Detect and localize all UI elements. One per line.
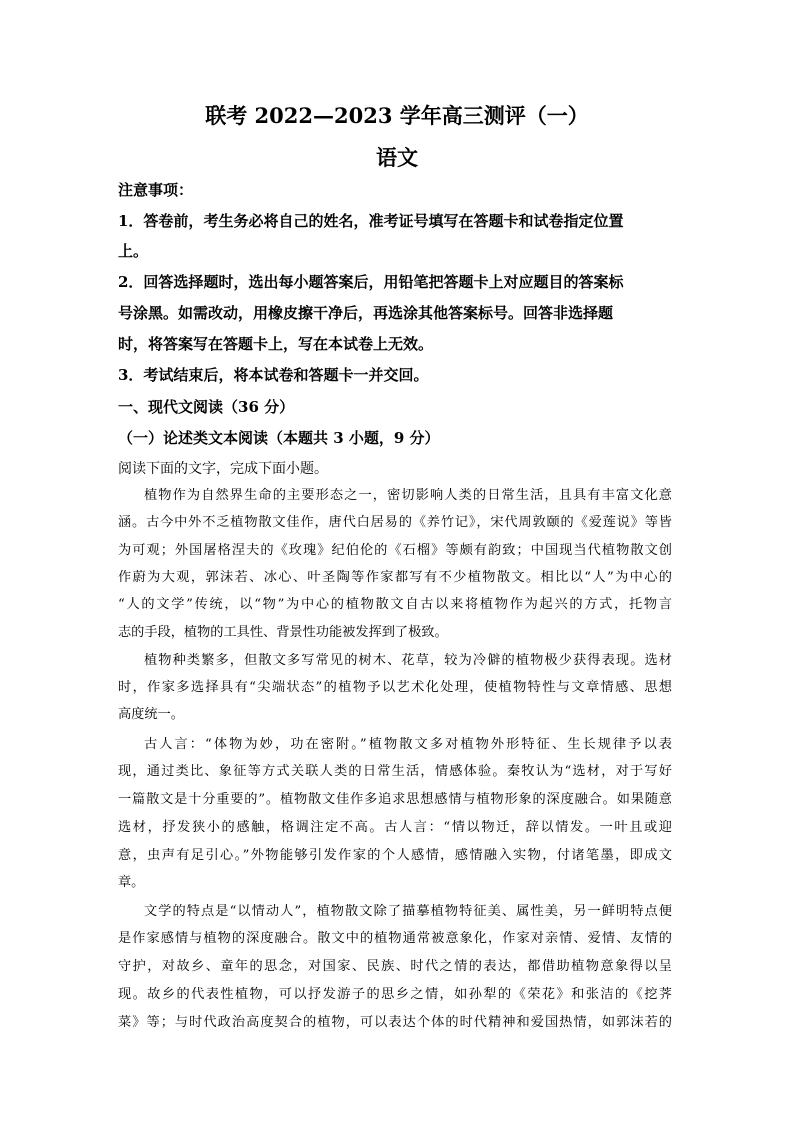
passage-line: 志的手段，植物的工具性、背景性功能被发挥到了极致。 <box>118 625 448 640</box>
passage-line: 古人言：“体物为妙，功在密附。”植物散文多对植物外形特征、生长规律予以表 <box>144 737 672 752</box>
notice-line: 3．考试结束后，将本试卷和答题卡一并交回。 <box>118 366 429 384</box>
notice-line: 号涂黑。如需改动，用橡皮擦干净后，再选涂其他答案标号。回答非选择题 <box>118 304 614 322</box>
passage-line: 选材，抒发狭小的感触，格调注定不高。古人言：“情以物迁，辞以情发。一叶且或迎 <box>118 820 672 835</box>
passage-line: 涵。古今中外不乏植物散文佳作，唐代白居易的《养竹记》，宋代周敦颐的《爱莲说》等皆 <box>118 515 672 530</box>
exam-title: 联考 2022—2023 学年高三测评（一） <box>205 103 589 128</box>
notice-line: 2．回答选择题时，选出每小题答案后，用铅笔把答题卡上对应题目的答案标 <box>118 273 624 291</box>
passage-line: 现，通过类比、象征等方式关联人类的日常生活，情感体验。秦牧认为“选材，对于写好 <box>118 764 672 779</box>
section-heading: 一、现代文阅读（36 分） <box>118 398 295 416</box>
passage-line: “人的文学”传统，以“物”为中心的植物散文自古以来将植物作为起兴的方式，托物言 <box>118 597 672 612</box>
passage-line: 章。 <box>118 875 145 890</box>
passage-line: 现。故乡的代表性植物，可以抒发游子的思乡之情，如孙犁的《荣花》和张洁的《挖荠 <box>118 987 672 1002</box>
passage-line: 意，虫声有足引心。”外物能够引发作家的个人感情，感情融入实物，付诸笔墨，即成文 <box>118 848 672 863</box>
passage-line: 植物种类繁多，但散文多写常见的树木、花草，较为冷僻的植物极少获得表现。选材 <box>144 653 672 668</box>
passage-line: 菜》等；与时代政治高度契合的植物，可以表达个体的时代精神和爱国热情，如郭沫若的 <box>118 1015 672 1030</box>
notice-line: 上。 <box>118 242 149 260</box>
passage-line: 高度统一。 <box>118 707 184 722</box>
notice-line: 1．答卷前，考生务必将自己的姓名，准考证号填写在答题卡和试卷指定位置 <box>118 212 624 230</box>
passage-line: 是作家感情与植物的深度融合。散文中的植物通常被意象化，作家对亲情、爱情、友情的 <box>118 931 672 946</box>
passage-line: 守护，对故乡、童年的思念，对国家、民族、时代之情的表达，都借助植物意象得以呈 <box>118 959 672 974</box>
notice-heading: 注意事项： <box>118 181 194 199</box>
passage-line: 作蔚为大观，郭沫若、冰心、叶圣陶等作家都写有不少植物散文。相比以“人”为中心的 <box>118 570 672 585</box>
passage-line: 一篇散文是十分重要的”。植物散文佳作多追求思想感情与植物形象的深度融合。如果随意 <box>118 792 672 807</box>
subject-title: 语文 <box>376 145 418 170</box>
instruction-text: 阅读下面的文字，完成下面小题。 <box>118 461 328 477</box>
passage-line: 文学的特点是“以情动人”，植物散文除了描摹植物特征美、属性美，另一鲜明特点便 <box>144 904 672 919</box>
passage-line: 为可观；外国屠格涅夫的《玫瑰》纪伯伦的《石榴》等颇有韵致；中国现当代植物散文创 <box>118 543 672 558</box>
section-subheading: （一）论述类文本阅读（本题共 3 小题，9 分） <box>118 429 440 447</box>
passage-line: 植物作为自然界生命的主要形态之一，密切影响人类的日常生活，且具有丰富文化意 <box>144 488 672 503</box>
notice-line: 时，将答案写在答题卡上，写在本试卷上无效。 <box>118 335 434 353</box>
passage-line: 时，作家多选择具有“尖端状态”的植物予以艺术化处理，使植物特性与文章情感、思想 <box>118 680 672 695</box>
